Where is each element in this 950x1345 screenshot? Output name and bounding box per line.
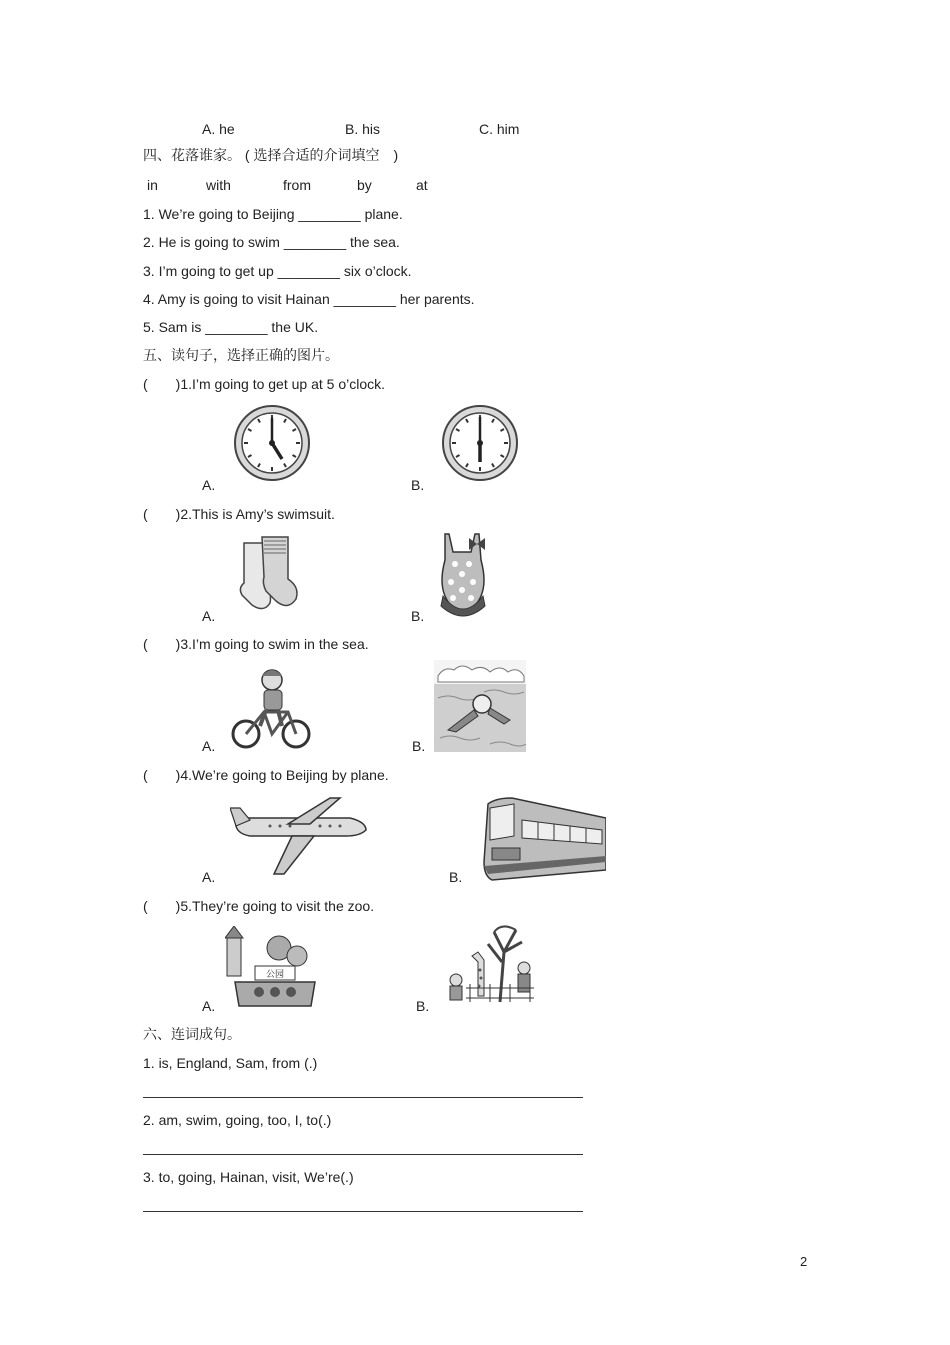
clock-6-icon [441,404,519,482]
s5-question-2: ( )2.This is Amy’s swimsuit. [143,506,335,522]
zoo-icon [444,922,536,1006]
word-from: from [283,177,311,193]
s4-item-3: 3. I’m going to get up ________ six o’clock. [143,263,412,279]
q4-option-a: A. [202,869,216,885]
boy-swimming-icon [434,660,526,752]
q5-option-b: B. [416,998,430,1014]
socks-icon [238,533,304,617]
answer-line-2[interactable] [143,1154,583,1155]
park-sign-text: 公园 [265,970,285,980]
q2-option-a: A. [202,608,216,624]
q1-option-a: A. [202,477,216,493]
q3-option-b: B. [412,738,426,754]
clock-5-icon [233,404,311,482]
q2-option-b: B. [411,608,425,624]
option-b: B. his [345,121,381,137]
answer-line-3[interactable] [143,1211,583,1212]
word-in: in [147,177,158,193]
s6-item-1: 1. is, England, Sam, from (.) [143,1055,318,1071]
s4-item-4: 4. Amy is going to visit Hainan ________ her parents. [143,291,475,307]
s5-question-3: ( )3.I’m going to swim in the sea. [143,636,369,652]
s6-item-3: 3. to, going, Hainan, visit, We’re(.) [143,1169,354,1185]
airplane-icon [230,796,370,880]
section5-title: 五、读句子，选择正确的图片。 [143,347,339,363]
s6-item-2: 2. am, swim, going, too, I, to(.) [143,1112,332,1128]
option-a: A. he [202,121,235,137]
s5-question-4: ( )4.We’re going to Beijing by plane. [143,767,389,783]
swimsuit-icon [435,530,491,620]
answer-line-1[interactable] [143,1097,583,1098]
s4-item-1: 1. We’re going to Beijing ________ plane. [143,206,403,222]
q1-option-b: B. [411,477,425,493]
q5-option-a: A. [202,998,216,1014]
page-number: 2 [800,1254,808,1269]
section6-title: 六、连词成句。 [143,1026,241,1042]
boy-cycling-icon [230,662,314,750]
s4-item-2: 2. He is going to swim ________ the sea. [143,234,400,250]
q4-option-b: B. [449,869,463,885]
word-with: with [206,177,231,193]
train-icon [482,796,606,882]
s4-item-5: 5. Sam is ________ the UK. [143,319,319,335]
section4-title: 四、花落谁家。 ( 选择合适的介词填空 ) [143,147,399,163]
option-c: C. him [479,121,520,137]
s5-question-5: ( )5.They’re going to visit the zoo. [143,898,375,914]
park-icon [225,926,317,1008]
q3-option-a: A. [202,738,216,754]
word-by: by [357,177,372,193]
word-at: at [416,177,428,193]
s5-question-1: ( )1.I’m going to get up at 5 o’clock. [143,376,385,392]
